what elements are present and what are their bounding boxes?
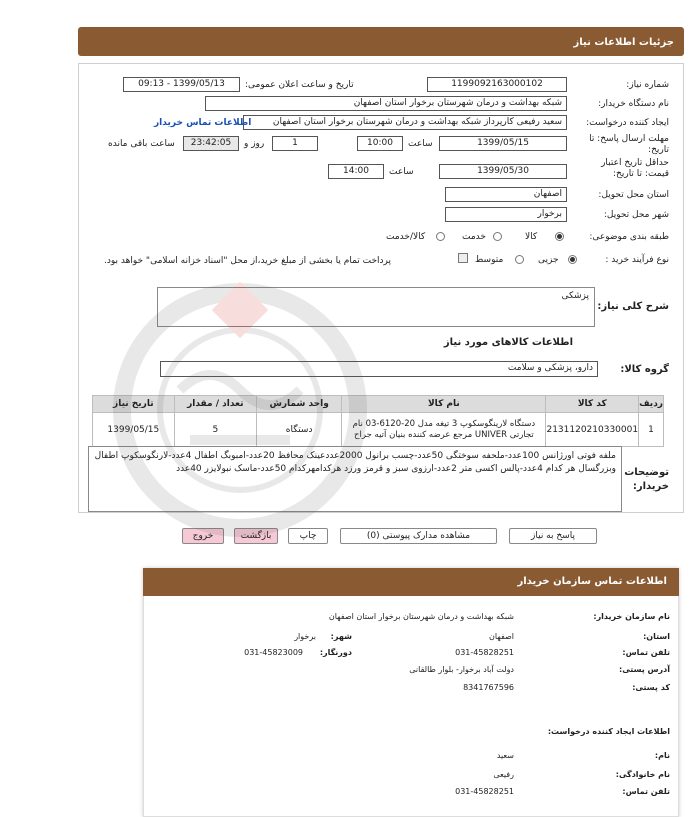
category-service-label: خدمت	[462, 232, 486, 242]
row-index: 1	[639, 413, 664, 447]
province-field: اصفهان	[445, 187, 567, 202]
goods-section-title: اطلاعات کالاهای مورد نیاز	[443, 337, 573, 348]
treasury-checkbox[interactable]	[458, 253, 468, 263]
contact-phone-label: تلفن تماس:	[622, 648, 670, 657]
buyer-contact-card	[143, 568, 679, 817]
creator-family-value: رفیعی	[493, 770, 514, 779]
description-label: شرح کلی نیاز:	[597, 301, 669, 312]
category-radio-both[interactable]	[436, 232, 445, 244]
address-label: آدرس پستی:	[619, 665, 670, 674]
contact-card-header	[143, 568, 679, 596]
exit-button[interactable]: خروج	[182, 528, 224, 544]
creator-name-value: سعید	[496, 751, 514, 760]
creator-family-label: نام خانوادگی:	[615, 770, 670, 779]
table-row	[93, 413, 664, 447]
contact-province-value: اصفهان	[488, 632, 514, 641]
col-qty: تعداد / مقدار	[174, 396, 256, 413]
announce-field: 1399/05/13 - 09:13	[123, 77, 240, 92]
category-goods-label: کالا	[525, 232, 538, 242]
reply-button[interactable]: پاسخ به نیاز	[509, 528, 597, 544]
category-label: طبقه بندی موضوعی:	[589, 232, 669, 242]
goods-group-label: گروه کالا:	[620, 364, 669, 375]
goods-group-field: دارو، پزشکی و سلامت	[160, 361, 598, 377]
remaining-time-field: 23:42:05	[183, 136, 239, 151]
row-qty: 5	[174, 413, 256, 447]
col-date: تاریخ نیاز	[93, 396, 175, 413]
deadline-label: مهلت ارسال پاسخ: تا	[589, 134, 669, 144]
creator-phone-label: تلفن تماس:	[622, 787, 670, 796]
validity-time-label: ساعت	[389, 167, 414, 177]
validity-date-label: قیمت: تا تاریخ:	[613, 169, 669, 179]
fax-label: دورنگار:	[319, 648, 352, 657]
org-value: شبکه بهداشت و درمان شهرستان برخوار استان اصفهان	[328, 612, 514, 621]
address-value: دولت آباد برخوار- بلوار طالقانی	[409, 665, 514, 674]
announce-label: تاریخ و ساعت اعلان عمومی:	[245, 80, 354, 90]
buyer-field: شبکه بهداشت و درمان شهرستان برخوار استان اصفهان	[205, 96, 567, 111]
page-title: جزئیات اطلاعات نیاز	[573, 37, 674, 48]
buyer-notes-label: توضیحات	[624, 467, 669, 478]
buyer-notes-label-2: خریدار:	[632, 481, 669, 492]
city-field: برخوار	[445, 207, 567, 222]
validity-label: حداقل تاریخ اعتبار	[601, 158, 669, 168]
deadline-time-field: 10:00	[357, 136, 403, 151]
buyer-notes-field	[88, 446, 622, 512]
goods-table	[92, 395, 664, 447]
process-minor-label: جزیی	[538, 255, 559, 265]
process-radio-medium[interactable]	[515, 255, 524, 267]
contact-card-title: اطلاعات تماس سازمان خریدار	[517, 576, 667, 587]
fax-value: 031-45823009	[244, 648, 303, 657]
contact-province-label: استان:	[643, 632, 670, 641]
validity-date-field: 1399/05/30	[439, 164, 567, 179]
print-button[interactable]: چاپ	[288, 528, 328, 544]
row-name: دستگاه لارینگوسکوپ 3 تیغه مدل 20-6120-03 نام تجارتی UNIVER مرجع عرضه کننده بنیان آتیه جراح	[342, 413, 546, 447]
category-radio-goods[interactable]	[555, 232, 564, 244]
description-text: پزشکی	[561, 291, 589, 301]
postal-value: 8341767596	[463, 683, 514, 692]
back-button[interactable]: بازگشت	[234, 528, 278, 544]
row-unit: دستگاه	[256, 413, 341, 447]
province-label: استان محل تحویل:	[598, 190, 669, 200]
city-label: شهر محل تحویل:	[603, 210, 669, 220]
process-label: نوع فرآیند خرید :	[605, 255, 669, 265]
col-code: کد کالا	[546, 396, 639, 413]
buyer-notes-text: ملفه فوتی اورژانس 100عدد-ملحفه سوختگی 50عدد-چسب برانول 2000عددعینک محافظ 20عدد-امبوبگ اطفال 4عدد-لارنگوسکوپ اطفال وبزرگسال هر کدام 4عدد-پالس اکسی متر 2عدد-ارزوی سبز و قرمز ورزد هرکدامهرکدام 50عدد-ماسک نبولایزر 40عدد	[94, 451, 616, 474]
creator-field: سعید رفیعی کارپرداز شبکه بهداشت و درمان شهرستان برخوار استان اصفهان	[243, 115, 567, 130]
category-both-label: کالا/خدمت	[386, 232, 426, 242]
payment-note: پرداخت تمام یا بخشی از مبلغ خرید،از محل "اسناد خزانه اسلامی" خواهد بود.	[104, 256, 392, 266]
days-label: روز و	[244, 139, 265, 149]
remaining-label: ساعت باقی مانده	[108, 139, 175, 149]
deadline-date-label: تاریخ:	[648, 145, 669, 155]
contact-phone-value: 031-45828251	[455, 648, 514, 657]
contact-city-value: برخوار	[294, 632, 316, 641]
category-radio-service[interactable]	[493, 232, 502, 244]
days-remaining-field: 1	[272, 136, 318, 151]
postal-label: کد پستی:	[632, 683, 670, 692]
deadline-date-field: 1399/05/15	[439, 136, 567, 151]
buyer-label: نام دستگاه خریدار:	[598, 99, 669, 109]
col-unit: واحد شمارش	[256, 396, 341, 413]
goods-table-header	[93, 396, 664, 413]
creator-name-label: نام:	[654, 751, 670, 760]
process-radio-minor[interactable]	[568, 255, 577, 267]
buyer-contact-link[interactable]: اطلاعات تماس خریدار	[154, 118, 252, 128]
creator-label: ایجاد کننده درخواست:	[586, 118, 669, 128]
row-date: 1399/05/15	[93, 413, 175, 447]
row-code: 2131120210330001	[546, 413, 639, 447]
validity-time-field: 14:00	[328, 164, 384, 179]
attachments-button[interactable]: مشاهده مدارک پیوستی (0)	[340, 528, 497, 544]
creator-info-title: اطلاعات ایجاد کننده درخواست:	[547, 727, 670, 736]
contact-city-label: شهر:	[330, 632, 352, 641]
org-label: نام سازمان خریدار:	[593, 612, 670, 621]
col-name: نام کالا	[342, 396, 546, 413]
page-header	[78, 27, 684, 56]
process-medium-label: متوسط	[475, 255, 504, 265]
need-number-field: 1199092163000102	[427, 77, 567, 92]
col-index: ردیف	[639, 396, 664, 413]
deadline-time-label: ساعت	[408, 139, 433, 149]
description-field	[157, 287, 595, 327]
need-number-label: شماره نیاز:	[626, 80, 669, 90]
creator-phone-value: 031-45828251	[455, 787, 514, 796]
